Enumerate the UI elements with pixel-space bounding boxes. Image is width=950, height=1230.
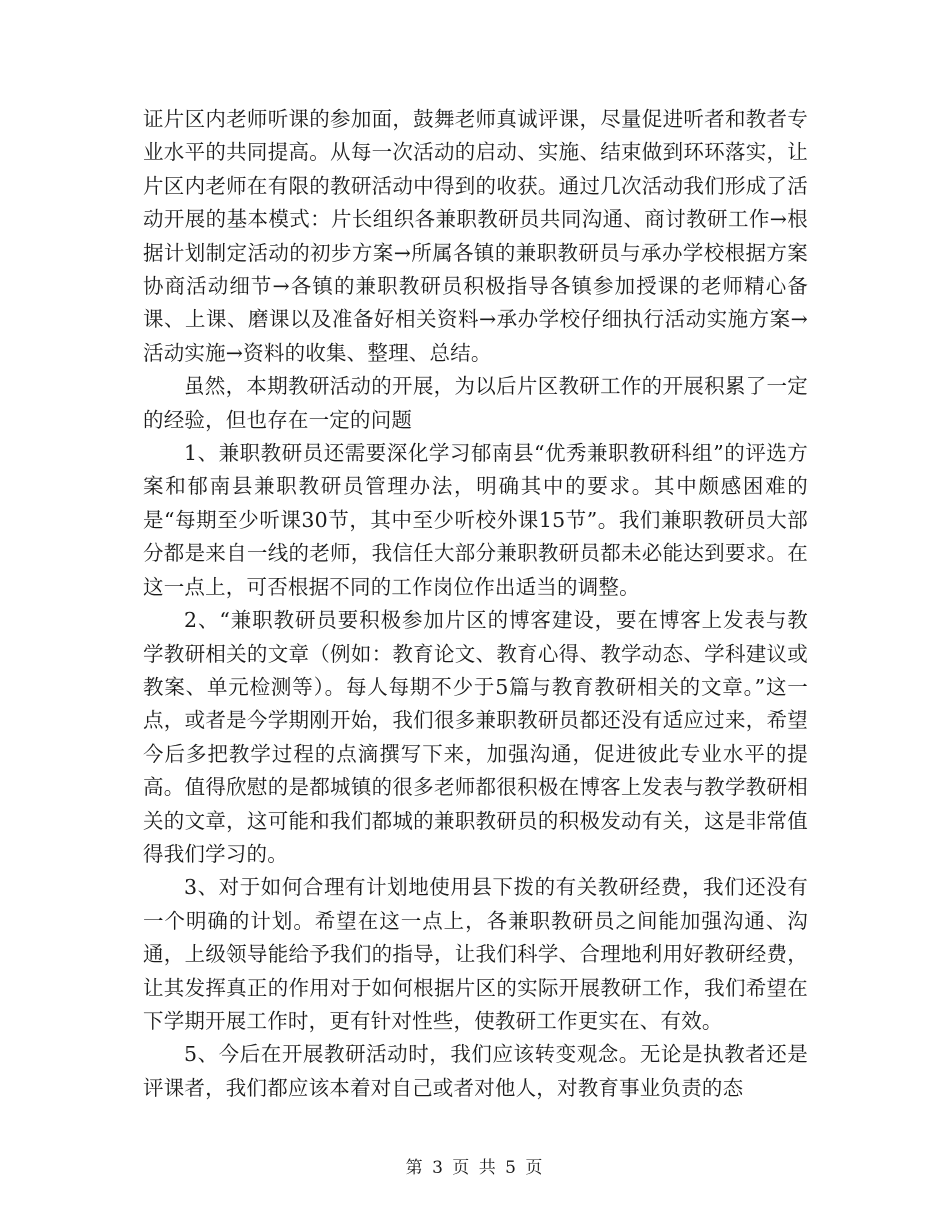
paragraph-issue-1: 1、兼职教研员还需要深化学习郁南县“优秀兼职教研科组”的评选方案和郁南县兼职教研员管理办法，明确其中的要求。其中颇感困难的是“每期至少听课30节，其中至少听校外课15节”。我们兼职教研员大部分都是来自一线的老师，我信任大部分兼职教研员都未必能达到要求。在这一点上，可否根据不同的工作岗位作出适当的调整。 <box>143 441 808 599</box>
paragraph-continuation: 证片区内老师听课的参加面，鼓舞老师真诚评课，尽量促进听者和教者专业水平的共同提高。从每一次活动的启动、实施、结束做到环环落实，让片区内老师在有限的教研活动中得到的收获。通过几次活动我们形成了活动开展的基本模式：片长组织各兼职教研员共同沟通、商讨教研工作→根据计划制定活动的初步方案→所属各镇的兼职教研员与承办学校根据方案协商活动细节→各镇的兼职教研员积极指导各镇参加授课的老师精心备课、上课、磨课以及准备好相关资料→承办学校仔细执行活动实施方案→活动实施→资料的收集、整理、总结。 <box>143 107 808 365</box>
document-body <box>143 103 808 1105</box>
page-number-footer: 第 3 页 共 5 页 <box>405 1158 545 1178</box>
paragraph-summary: 虽然，本期教研活动的开展，为以后片区教研工作的开展积累了一定的经验，但也存在一定的问题 <box>143 374 808 432</box>
paragraph-issue-3: 3、对于如何合理有计划地使用县下拨的有关教研经费，我们还没有一个明确的计划。希望在这一点上，各兼职教研员之间能加强沟通、沟通，上级领导能给予我们的指导，让我们科学、合理地利用好教研经费，让其发挥真正的作用对于如何根据片区的实际开展教研工作，我们希望在下学期开展工作时，更有针对性些，使教研工作更实在、有效。 <box>143 875 808 1033</box>
paragraph-issue-2: 2、“兼职教研员要积极参加片区的博客建设，要在博客上发表与教学教研相关的文章（例如：教育论文、教育心得、教学动态、学科建议或教案、单元检测等）。每人每期不少于5篇与教育教研相关的文章。”这一点，或者是今学期刚开始，我们很多兼职教研员都还没有适应过来，希望今后多把教学过程的点滴撰写下来，加强沟通，促进彼此专业水平的提高。值得欣慰的是都城镇的很多老师都很积极在博客上发表与教学教研相关的文章，这可能和我们都城的兼职教研员的积极发动有关，这是非常值得我们学习的。 <box>143 608 808 866</box>
paragraph-issue-5: 5、今后在开展教研活动时，我们应该转变观念。无论是执教者还是评课者，我们都应该本着对自己或者对他人，对教育事业负责的态 <box>143 1042 808 1100</box>
